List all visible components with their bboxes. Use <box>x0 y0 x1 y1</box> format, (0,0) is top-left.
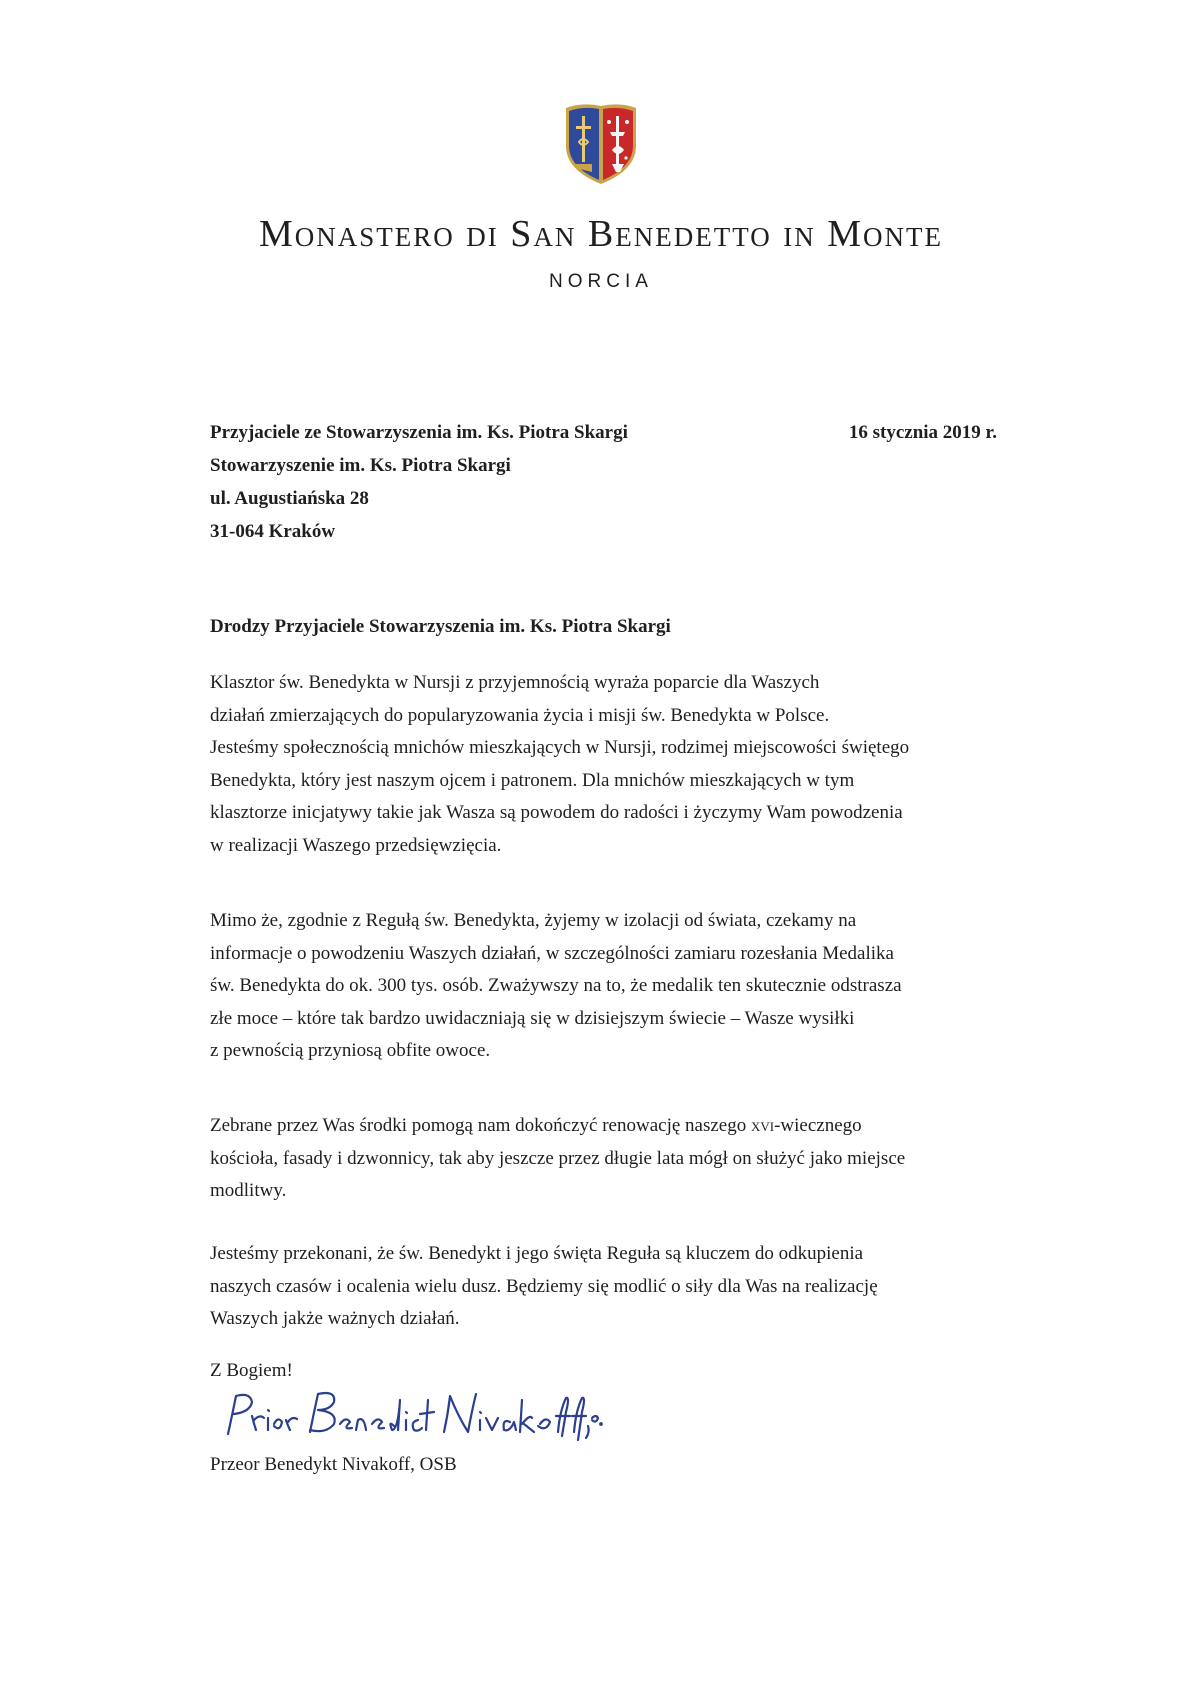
letter-date: 16 stycznia 2019 r. <box>848 422 997 443</box>
recipient-address <box>210 416 628 548</box>
paragraph-line <box>210 1110 1010 1143</box>
paragraph-1 <box>210 667 1010 863</box>
paragraph-line: Benedykta, który jest naszym ojcem i patronem. Dla mnichów mieszkających w tym <box>210 769 855 791</box>
signer-name: Przeor Benedykt Nivakoff, OSB <box>210 1454 457 1475</box>
paragraph-line: z pewnością przyniosą obfite owoce. <box>210 1040 491 1062</box>
paragraph-text: -wiecznego <box>774 1115 862 1136</box>
recipient-line: 31-064 Kraków <box>210 521 336 542</box>
paragraph-line: Jesteśmy społecznością mnichów mieszkających w Nursji, rodzimej miejscowości świętego <box>210 737 910 759</box>
paragraph-line: w realizacji Waszego przedsięwzięcia. <box>210 834 502 856</box>
handwritten-signature <box>222 1386 612 1446</box>
recipient-line: ul. Augustiańska 28 <box>210 488 369 509</box>
closing: Z Bogiem! <box>210 1360 293 1381</box>
letterhead-subtitle: NORCIA <box>549 271 653 292</box>
paragraph-line: klasztorze inicjatywy takie jak Wasza są powodem do radości i życzymy Wam powodzenia <box>210 802 903 824</box>
paragraph-line: kościoła, fasady i dzwonnicy, tak aby jeszcze przez długie lata mógł on służyć jako miejsce <box>210 1147 906 1169</box>
paragraph-line: złe moce – które tak bardzo uwidaczniają się w dzisiejszym świecie – Wasze wysiłki <box>210 1007 855 1029</box>
paragraph-line: Waszych jakże ważnych działań. <box>210 1308 460 1330</box>
paragraph-line: św. Benedykta do ok. 300 tys. osób. Zważywszy na to, że medalik ten skutecznie odstrasza <box>210 975 902 997</box>
recipient-line: Przyjaciele ze Stowarzyszenia im. Ks. Piotra Skargi <box>210 422 628 443</box>
paragraph-line: informacje o powodzeniu Waszych działań, w szczególności zamiaru rozesłania Medalika <box>210 942 894 964</box>
paragraph-line: Jesteśmy przekonani, że św. Benedykt i jego święta Reguła są kluczem do odkupienia <box>210 1243 864 1264</box>
paragraph-2 <box>210 905 1010 1068</box>
paragraph-3 <box>210 1110 1010 1208</box>
paragraph-text: Zebrane przez Was środki pomogą nam dokończyć renowację naszego <box>210 1115 751 1136</box>
paragraph-line: modlitwy. <box>210 1180 287 1202</box>
paragraph-line: Klasztor św. Benedykta w Nursji z przyjemnością wyraża poparcie dla Waszych <box>210 672 820 693</box>
paragraph-line: działań zmierzających do popularyzowania życia i misji św. Benedykta w Polsce. <box>210 704 830 726</box>
coat-of-arms-icon <box>562 102 640 186</box>
century-numeral: xvi <box>750 1115 775 1136</box>
recipient-line: Stowarzyszenie im. Ks. Piotra Skargi <box>210 455 511 476</box>
salutation: Drodzy Przyjaciele Stowarzyszenia im. Ks. Piotra Skargi <box>210 616 671 637</box>
paragraph-line: naszych czasów i ocalenia wielu dusz. Będziemy się modlić o siły dla Was na realizację <box>210 1275 878 1297</box>
paragraph-4 <box>210 1238 1010 1336</box>
letterhead-title: Monastero di San Benedetto in Monte <box>259 213 943 255</box>
paragraph-line: Mimo że, zgodnie z Regułą św. Benedykta, żyjemy w izolacji od świata, czekamy na <box>210 910 857 931</box>
